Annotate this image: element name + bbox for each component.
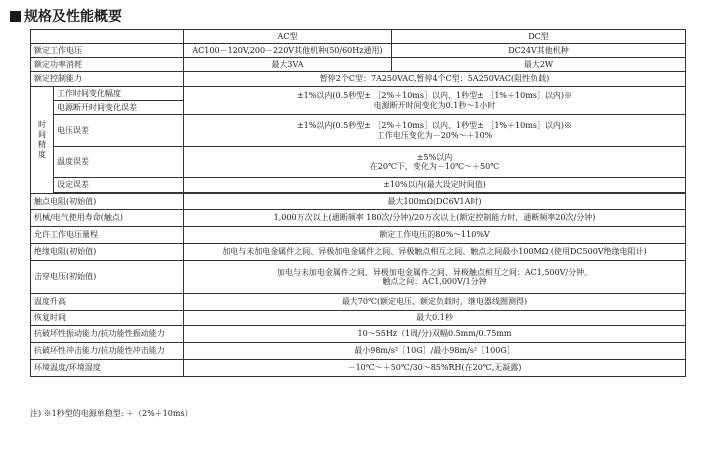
cell-value: 暂停2个C型：7A250VAC,暂停4个C型：5A250VAC(阻性负载) xyxy=(184,72,686,87)
table-row xyxy=(31,326,686,343)
cell-value: 最大70℃(额定电压、额定负载时，继电器线圈测得) xyxy=(184,294,686,311)
table-row xyxy=(31,294,686,311)
cell-line: 在20℃下，变化为－10℃～＋50℃ xyxy=(369,162,500,171)
row-label: 恢复时间 xyxy=(31,311,184,326)
cell-line: 加电与未加电金属件之间、异极加电金属件之间、异极触点相互之间：AC1,500V/分钟、 xyxy=(276,267,593,277)
cell-value: －10℃～＋50℃/30～85%RH(在20℃,无凝露) xyxy=(184,360,686,377)
spec-table xyxy=(30,29,686,377)
table-row xyxy=(31,311,686,326)
header-ac: AC型 xyxy=(184,30,392,44)
table-row xyxy=(31,343,686,360)
table-row xyxy=(31,360,686,377)
row-label: 工作时间变化幅度 xyxy=(54,87,184,101)
cell-value: 10～55Hz（1周/分)双幅0.5mm/0.75mm xyxy=(184,326,686,343)
table-row xyxy=(31,178,686,193)
row-label: 机械/电气使用寿命(触点) xyxy=(31,210,184,227)
cell-value: 最小98m/s²［10G］/最小98m/s²［100G］ xyxy=(184,343,686,360)
row-label: 额定工作电压 xyxy=(31,44,184,58)
row-label: 电压误差 xyxy=(54,115,184,147)
cell-value: 加电与未加电金属件之间、异极加电金属件之间、异极触点相互之间、触点之间最小100MΩ (使用DC500V绝缘电阻计) xyxy=(184,244,686,261)
square-bullet-icon xyxy=(10,11,21,22)
cell-value: 最大0.1秒 xyxy=(184,311,686,326)
section-title xyxy=(10,6,122,26)
cell-value: 1,000万次以上(通断频率 180次/分钟)/20万次以上(额定控制能力时，通断频率20次/分钟) xyxy=(184,210,686,227)
table-row xyxy=(31,44,686,58)
table-row xyxy=(31,244,686,261)
row-label: 绝缘电阻(初始值) xyxy=(31,244,184,261)
table-row xyxy=(31,58,686,72)
section-title-text: 规格及性能概要 xyxy=(24,9,122,25)
cell-line: ±1%以内(0.5秒型± ［2%＋10ms］以内、1秒型± ［1%＋10ms］以内)※ xyxy=(296,91,573,101)
row-label: 温度误差 xyxy=(54,147,184,178)
table-row xyxy=(31,115,686,147)
cell-ac: 最大3VA xyxy=(184,58,392,72)
cell-value xyxy=(184,115,686,147)
footnote: 注) ※1秒型的电源单稳型: ＋（2%＋10ms） xyxy=(30,409,193,418)
cell-dc: 最大2W xyxy=(392,58,686,72)
row-label: 允许工作电压量程 xyxy=(31,227,184,244)
row-label: 环境温度/环境湿度 xyxy=(31,360,184,377)
cell-line: ±1%以内(0.5秒型± ［2%＋10ms］以内、1秒型± ［1%＋10ms］以内)※ xyxy=(296,121,573,131)
time-accuracy-group-label: 时间精度 xyxy=(38,120,46,159)
row-label: 抗破坏性振动能力/抗功能性振动能力 xyxy=(31,326,184,343)
time-accuracy-group-cell xyxy=(31,87,54,194)
cell-line: ±5%以内 xyxy=(416,152,453,162)
header-dc: DC型 xyxy=(392,30,686,44)
row-label: 抗破坏性冲击能力/抗功能性冲击能力 xyxy=(31,343,184,360)
row-label: 额定控制能力 xyxy=(31,72,184,87)
cell-line: 工作电压变化为－20%～＋10% xyxy=(376,130,493,140)
row-label: 触点电阻(初始值) xyxy=(31,194,184,210)
cell-value: 额定工作电压的80%～110%V xyxy=(184,227,686,244)
table-row xyxy=(31,227,686,244)
row-label: 击穿电压(初始值) xyxy=(31,261,184,294)
table-row xyxy=(31,261,686,294)
table-row xyxy=(31,147,686,178)
table-row xyxy=(31,194,686,210)
table-row xyxy=(31,72,686,87)
cell-value xyxy=(184,87,686,115)
table-row xyxy=(31,210,686,227)
row-label: 设定误差 xyxy=(54,178,184,193)
cell-value xyxy=(184,261,686,294)
table-header-row xyxy=(31,30,686,44)
row-label: 额定功率消耗 xyxy=(31,58,184,72)
table-row xyxy=(31,87,686,101)
cell-line: 触点之间：AC1,000V/1分钟 xyxy=(382,277,487,286)
cell-dc: DC24V其他机种 xyxy=(392,44,686,58)
cell-value: ±10%以内(最大设定时间值) xyxy=(184,178,686,193)
row-label: 温度升高 xyxy=(31,294,184,311)
cell-value xyxy=(184,147,686,178)
cell-line: 电源断开时间变化为0.1秒～1小时 xyxy=(373,100,496,110)
row-label: 电源断开时间变化误差 xyxy=(54,101,184,115)
cell-ac: AC100－120V,200－220V其他机种(50/60Hz通用) xyxy=(184,44,392,58)
cell-value: 最大100mΩ(DC6V1A时) xyxy=(184,194,686,210)
header-blank-cell xyxy=(31,30,184,44)
